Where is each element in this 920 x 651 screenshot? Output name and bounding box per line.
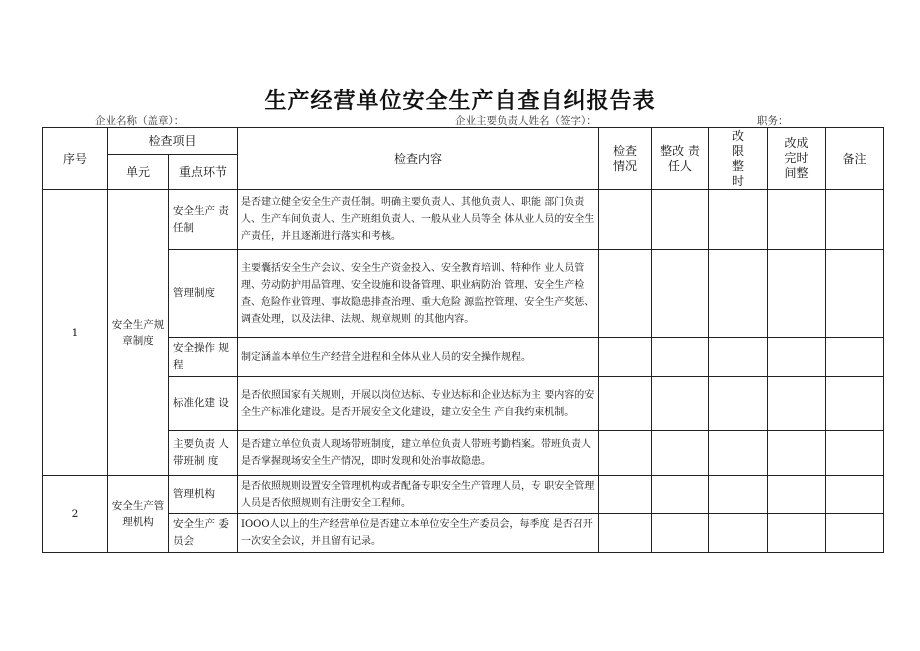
row-deadline-cell[interactable] [709, 476, 768, 514]
table-row [43, 377, 884, 431]
row-responsible-cell[interactable] [652, 190, 709, 250]
table-row [43, 338, 884, 377]
company-name-label: 企业名称（盖章）： [95, 115, 185, 127]
row-status-cell[interactable] [599, 338, 652, 377]
row-remark-cell[interactable] [826, 377, 884, 431]
header-remark: 备注 [826, 128, 884, 190]
row-remark-cell[interactable] [826, 190, 884, 250]
row-key: 安全操作 规程 [169, 338, 238, 377]
header-responsible-text: 整改 责任人 [660, 143, 700, 173]
row-deadline-cell[interactable] [709, 338, 768, 377]
header-check-items: 检查项目 [108, 128, 238, 155]
row-content: IOOO人以上的生产经营单位是否建立本单位安全生产委员会，每季度 是否召开一次安全会议，并且留有记录。 [238, 514, 599, 553]
row-responsible-cell[interactable] [652, 338, 709, 377]
row-seq: 2 [43, 476, 108, 553]
row-remark-cell[interactable] [826, 338, 884, 377]
row-status-cell[interactable] [599, 377, 652, 431]
header-deadline-text: 改限整时 [732, 128, 745, 188]
row-deadline-cell[interactable] [709, 377, 768, 431]
principal-name-label: 企业主要负责人姓名（签字）： [455, 115, 597, 127]
row-status-cell[interactable] [599, 190, 652, 250]
position-label: 职务： [757, 115, 789, 127]
table-row [43, 476, 884, 514]
header-content: 检查内容 [238, 128, 599, 190]
row-deadline-cell[interactable] [709, 250, 768, 338]
header-completion-text: 改成完时间整 [784, 136, 809, 180]
header-seq: 序号 [43, 128, 108, 190]
row-deadline-cell[interactable] [709, 190, 768, 250]
row-content: 是否依照规则设置安全管理机构或者配备专职安全生产管理人员，专 职安全管理人员是否依照规则有注册安全工程师。 [238, 476, 599, 514]
row-status-cell[interactable] [599, 514, 652, 553]
table-row [43, 514, 884, 553]
inspection-table [42, 127, 884, 553]
report-title: 生产经营单位安全生产自查自纠报告表 [264, 89, 656, 114]
table-row [43, 190, 884, 250]
header-deadline [709, 128, 768, 190]
row-content: 是否依照国家有关规则，开展以岗位达标、专业达标和企业达标为主 要内容的安全生产标准化建设。是否开展安全文化建设，建立安全生 产自我约束机制。 [238, 377, 599, 431]
header-completion [768, 128, 826, 190]
row-responsible-cell[interactable] [652, 514, 709, 553]
row-deadline-cell[interactable] [709, 431, 768, 476]
row-seq: 1 [43, 190, 108, 476]
table-row [43, 250, 884, 338]
row-completion-cell[interactable] [768, 190, 826, 250]
table-row [43, 431, 884, 476]
row-completion-cell[interactable] [768, 431, 826, 476]
row-status-cell[interactable] [599, 250, 652, 338]
row-remark-cell[interactable] [826, 476, 884, 514]
row-completion-cell[interactable] [768, 377, 826, 431]
row-completion-cell[interactable] [768, 250, 826, 338]
row-content: 制定涵盖本单位生产经营全进程和全体从业人员的安全操作规程。 [238, 338, 599, 377]
row-key: 主要负责 人带班制 度 [169, 431, 238, 476]
header-responsible [652, 128, 709, 190]
row-completion-cell[interactable] [768, 476, 826, 514]
row-completion-cell[interactable] [768, 514, 826, 553]
row-content: 是否建立单位负责人现场带班制度，建立单位负责人带班考勤档案。带班负责人是否掌握现场安全生产情况，即时发现和处治事故隐患。 [238, 431, 599, 476]
row-responsible-cell[interactable] [652, 476, 709, 514]
row-unit: 安全生产管理机构 [108, 476, 169, 553]
row-remark-cell[interactable] [826, 514, 884, 553]
header-key-link: 重点环节 [169, 155, 238, 190]
header-unit: 单元 [108, 155, 169, 190]
row-responsible-cell[interactable] [652, 431, 709, 476]
row-key: 安全生产 责任制 [169, 190, 238, 250]
row-unit: 安全生产规章制度 [108, 190, 169, 476]
row-key: 标准化建 设 [169, 377, 238, 431]
row-content: 是否建立健全安全生产责任制。明确主要负责人、其他负责人、职能 部门负责人、生产车间负责人、生产班组负责人、一般从业人员等全 体从业人员的安全生产责任，并且逐渐进行落实和考核。 [238, 190, 599, 250]
row-remark-cell[interactable] [826, 431, 884, 476]
row-responsible-cell[interactable] [652, 250, 709, 338]
row-content: 主要囊括安全生产会议、安全生产资金投入、安全教育培训、特种作 业人员管理、劳动防护用品管理、安全设施和设备管理、职业病防治 管理、安全生产检查、危险作业管理、事故隐患排查治理、重大危险 源监控管理、安全生产奖惩、调查处理，以及法律、法规、规章规则 的其他内容。 [238, 250, 599, 338]
row-status-cell[interactable] [599, 431, 652, 476]
row-remark-cell[interactable] [826, 250, 884, 338]
row-status-cell[interactable] [599, 476, 652, 514]
row-completion-cell[interactable] [768, 338, 826, 377]
row-deadline-cell[interactable] [709, 514, 768, 553]
header-status-text: 检查情况 [613, 143, 638, 173]
row-key: 管理机构 [169, 476, 238, 514]
row-responsible-cell[interactable] [652, 377, 709, 431]
row-key: 安全生产 委员会 [169, 514, 238, 553]
row-key: 管理制度 [169, 250, 238, 338]
header-status [599, 128, 652, 190]
